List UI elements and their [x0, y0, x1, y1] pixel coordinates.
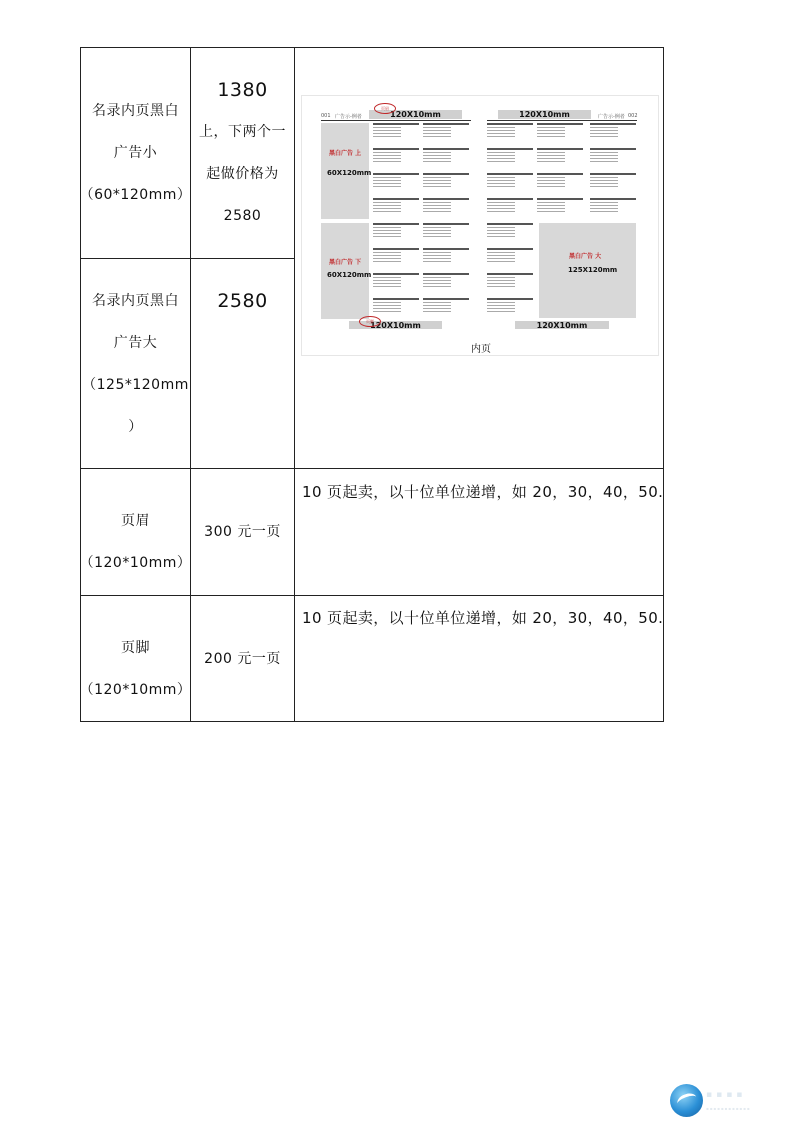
row4-name-cell: [81, 596, 190, 721]
row2-price-cell: [191, 280, 294, 364]
listing-block: [373, 223, 421, 239]
left-header-rule: [321, 120, 471, 121]
left-ad-bottom-label: 黑白广告 下: [329, 259, 362, 266]
row2-name-line3: （125*120mm: [82, 376, 189, 393]
listing-block: [487, 273, 535, 289]
listing-block: [373, 248, 421, 264]
listing-block: [487, 298, 535, 314]
row4-name-line2: （120*10mm）: [79, 681, 192, 698]
row1-name-line3: （60*120mm）: [79, 187, 192, 203]
row1-price-line2: 上，下两个一: [199, 124, 286, 140]
listing-block: [537, 148, 585, 164]
row1-price-cell: [191, 48, 294, 258]
row4-name-line1: 页脚: [121, 639, 150, 656]
listing-block: [423, 298, 471, 314]
left-header-bar: 120X10mm: [369, 110, 462, 119]
watermark-text: ▪▪▪▪: [706, 1090, 747, 1100]
listing-block: [487, 248, 535, 264]
row1-name-line2: 广告小: [113, 145, 158, 161]
row2-name-line2: 广告大: [113, 334, 158, 351]
listing-block: [373, 298, 421, 314]
row1-price-line3: 起做价格为: [206, 166, 279, 182]
row2-name-line1: 名录内页黑白: [92, 292, 179, 309]
row1-price-main: 1380: [217, 79, 268, 101]
row3-name-line1: 页眉: [121, 513, 150, 529]
left-header-stamp: 页眉: [374, 103, 396, 114]
right-page-number: 002: [628, 113, 638, 119]
right-header-bar: 120X10mm: [498, 110, 591, 119]
listing-block: [537, 173, 585, 189]
left-ad-top-label: 黑白广告 上: [329, 150, 362, 157]
listing-block: [423, 223, 471, 239]
listing-block: [373, 173, 421, 189]
row1-price-line4: 2580: [223, 208, 262, 224]
listing-block: [373, 273, 421, 289]
right-footer-bar: 120X10mm: [515, 321, 609, 329]
listing-block: [373, 148, 421, 164]
left-ad-top-size: 60X120mm: [327, 169, 372, 177]
left-footer-stamp: 页脚: [359, 316, 381, 327]
left-ad-bottom-size: 60X120mm: [327, 271, 372, 279]
row3-note: 10 页起卖，以十位单位递增，如 20，30，40，50.: [302, 483, 664, 501]
row3-name-line2: （120*10mm）: [79, 555, 192, 571]
row1-name-line1: 名录内页黑白: [92, 103, 179, 119]
listing-block: [373, 198, 421, 214]
listing-block: [537, 198, 585, 214]
row3-price: 300 元一页: [204, 524, 281, 540]
preview-caption: 内页: [471, 344, 491, 355]
listing-block: [590, 173, 638, 189]
listing-block: [373, 123, 421, 139]
right-ad-large-size: 125X120mm: [568, 266, 618, 274]
table-border-bottom: [80, 721, 664, 722]
listing-block: [487, 223, 535, 239]
left-page-section: 广告示-例者: [335, 114, 362, 120]
listing-block: [487, 198, 535, 214]
listing-block: [487, 123, 535, 139]
listing-block: [590, 198, 638, 214]
right-ad-large-label: 黑白广告 大: [569, 253, 602, 260]
listing-block: [423, 173, 471, 189]
listing-block: [423, 198, 471, 214]
left-page-number: 001: [321, 113, 331, 119]
row1-name-cell: [81, 48, 190, 258]
row4-price: 200 元一页: [204, 650, 281, 667]
listing-block: [487, 148, 535, 164]
listing-block: [487, 173, 535, 189]
row4-note: 10 页起卖，以十位单位递增，如 20，30，40，50.: [302, 609, 664, 627]
listing-block: [423, 273, 471, 289]
row4-price-cell: [191, 596, 294, 721]
watermark-subtext: ▪▪▪▪▪▪▪▪▪▪▪▪: [706, 1106, 751, 1111]
listing-block: [423, 148, 471, 164]
listing-block: [423, 123, 471, 139]
inner-page-preview-image: [301, 95, 658, 355]
row3-name-cell: [81, 469, 190, 595]
col-divider-2: [294, 47, 295, 722]
row3-price-cell: [191, 469, 294, 595]
left-footer-bar: 120X10mm: [349, 321, 442, 329]
row2-name-cell: [81, 259, 190, 468]
row2-price-main: 2580: [217, 290, 268, 312]
listing-block: [423, 248, 471, 264]
listing-block: [537, 123, 585, 139]
row2-name-line4: ）: [128, 418, 143, 435]
listing-block: [590, 148, 638, 164]
right-page-section: 广告示-例者: [598, 114, 625, 120]
watermark-logo-icon: [670, 1084, 703, 1117]
right-header-rule: [487, 120, 637, 121]
listing-block: [590, 123, 638, 139]
